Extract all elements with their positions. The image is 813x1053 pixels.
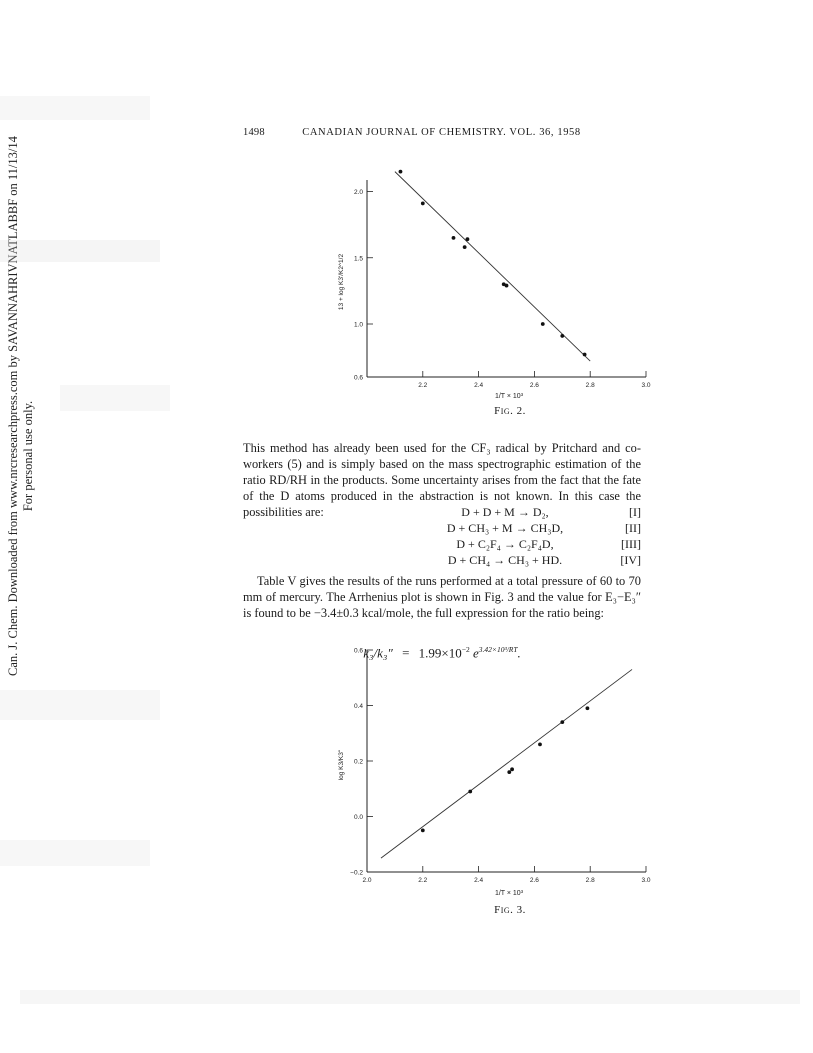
rate-exponent: 3.42×10³/RT	[478, 645, 518, 654]
y-tick-label: 0.2	[353, 758, 363, 766]
reaction-equation: D + CH₃ + M → CH₃D,	[446, 521, 564, 535]
data-point	[583, 353, 587, 357]
download-notice-line2: For personal use only.	[21, 400, 35, 512]
figure-2-x-label: 1/T × 10³	[494, 393, 524, 400]
x-tick-label: 2.6	[529, 382, 539, 389]
x-tick-label: 2.4	[474, 877, 484, 884]
x-tick-label: 2.2	[418, 877, 428, 884]
reaction-row	[375, 553, 641, 569]
x-tick-label: 2.4	[474, 382, 484, 389]
y-tick-label: 0.0	[353, 814, 363, 821]
figure-3-x-label: 1/T × 10³	[494, 890, 524, 897]
data-point	[586, 706, 590, 710]
figure-3-axes	[367, 650, 646, 872]
data-point	[507, 770, 511, 774]
scan-artifact	[0, 240, 160, 262]
data-point	[463, 245, 467, 249]
reaction-equation: D + D + M → D₂,	[461, 505, 549, 519]
y-tick-label: 1.0	[353, 321, 363, 329]
x-tick-label: 3.0	[641, 877, 651, 884]
reaction-label: [IV]	[620, 553, 641, 567]
scan-artifact	[20, 990, 800, 1004]
rate-equals: =	[402, 645, 410, 661]
y-tick-label: −0.2	[350, 869, 363, 877]
figure-3-y-label: log K3/K3''	[338, 749, 345, 781]
reaction-row	[375, 537, 641, 553]
figure-2-points	[399, 170, 587, 357]
reaction-row	[375, 521, 641, 537]
reaction-list	[375, 505, 641, 569]
rate-lhs: k₃/k₃″	[363, 645, 393, 661]
y-tick-label: 0.6	[353, 647, 363, 655]
body-paragraph-1: This method has already been used for the CF₃ radical by Pritchard and co-workers (5) and is simply based on the mass spectrographic estimation of the ratio RD/RH in the products. Some uncertainty arises from the fact that the fate of the D atoms produced in the abstraction is not known. In this case the possibilities are:	[243, 441, 641, 519]
figure-3-fit-line	[381, 669, 632, 858]
rate-expression: $k_3/k_3'' = 1.99\times 10^{-2}$ $e^{3.42\times 10^3/RT}$.	[363, 645, 521, 661]
figure-2-caption: Fig. 2.	[494, 405, 526, 417]
reaction-row	[375, 505, 641, 521]
y-tick-label: 1.5	[353, 255, 363, 263]
data-point	[505, 284, 509, 288]
y-tick-label: 0.4	[353, 703, 363, 710]
journal-title: CANADIAN JOURNAL OF CHEMISTRY. VOL. 36, 1958	[302, 127, 581, 138]
scan-artifact	[60, 385, 170, 411]
x-tick-label: 2.0	[362, 877, 372, 884]
scan-artifact	[0, 96, 150, 120]
x-tick-label: 2.2	[418, 382, 428, 389]
page-number: 1498	[243, 127, 265, 138]
data-point	[560, 720, 564, 724]
figure-2-y-label: 13 + log K3'/K2^1/2	[338, 253, 345, 311]
data-point	[560, 334, 564, 338]
scan-artifact	[0, 690, 160, 720]
scan-artifact	[0, 840, 150, 866]
download-notice	[6, 136, 42, 676]
rate-coefficient-exponent: −2	[461, 645, 470, 654]
reaction-label: [III]	[621, 537, 641, 551]
data-point	[452, 236, 456, 240]
figure-2-ticks	[354, 189, 651, 389]
y-tick-label: 0.6	[353, 374, 363, 382]
reaction-label: [II]	[625, 521, 641, 535]
figure-3-ticks	[350, 648, 651, 885]
x-tick-label: 2.8	[585, 382, 595, 389]
rate-exponential-base: e	[472, 645, 479, 661]
figure-2-axes	[367, 180, 646, 377]
data-point	[399, 170, 403, 174]
body-paragraph-2: Table V gives the results of the runs performed at a total pressure of 60 to 70 mm of mercury. The Arrhenius plot is shown in Fig. 3 and the value for E₃−E₃″ is found to be −3.4±0.3 kcal/mole, the full expression for the ratio being:	[243, 574, 641, 620]
data-point	[468, 790, 472, 794]
data-point	[510, 767, 514, 771]
y-tick-label: 2.0	[353, 189, 363, 196]
x-tick-label: 2.8	[585, 877, 595, 884]
figure-3-points	[421, 706, 589, 832]
x-tick-label: 3.0	[641, 382, 651, 389]
download-notice-line1: Can. J. Chem. Downloaded from www.nrcresearchpress.com by SAVANNAHRIVNATLABBF on 11/13/14	[6, 136, 20, 676]
figure-3-caption: Fig. 3.	[494, 904, 526, 916]
data-point	[421, 828, 425, 832]
data-point	[538, 742, 542, 746]
figure-3-chart	[300, 615, 680, 905]
data-point	[421, 202, 425, 206]
rate-coefficient: 1.99×10	[418, 645, 462, 661]
figure-2-chart	[300, 150, 680, 400]
reaction-label: [I]	[629, 505, 641, 519]
figure-2-fit-line	[395, 172, 590, 361]
reaction-equation: D + CH₄ → CH₃ + HD.	[447, 553, 563, 567]
reaction-equation: D + C₂F₄ → C₂F₄D,	[456, 537, 554, 551]
data-point	[466, 237, 470, 241]
running-header	[243, 127, 640, 141]
x-tick-label: 2.6	[529, 877, 539, 884]
data-point	[541, 322, 545, 326]
